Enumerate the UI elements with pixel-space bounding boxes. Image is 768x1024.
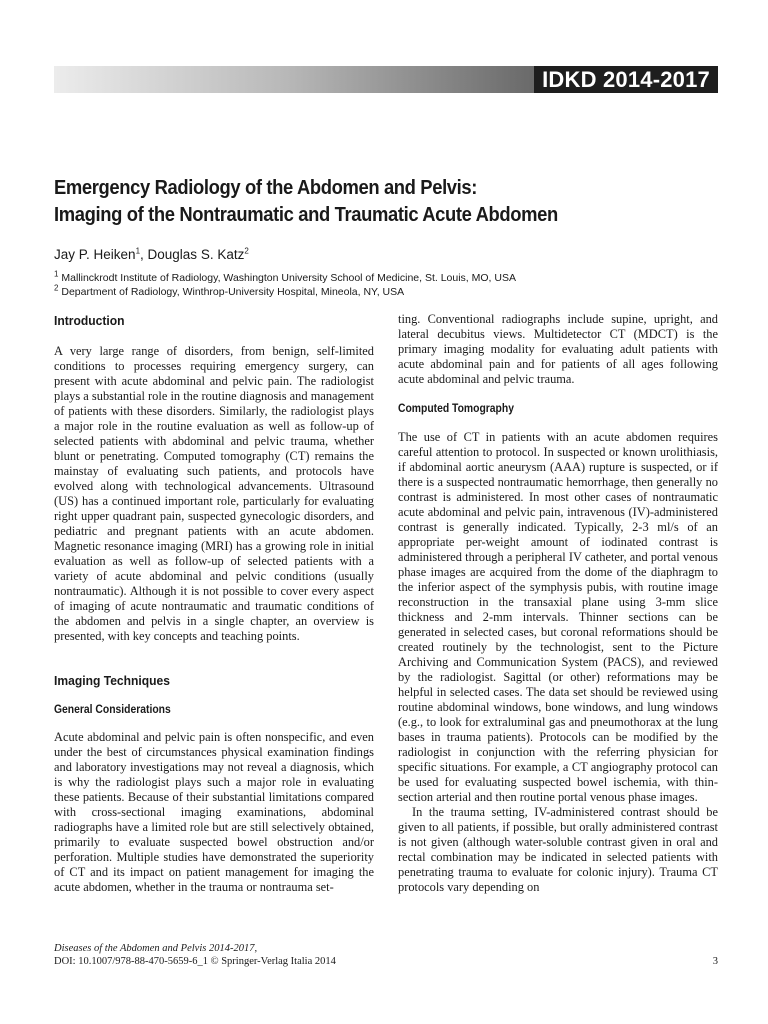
right-column (398, 312, 718, 895)
general-considerations-heading: General Considerations (54, 704, 171, 716)
author-2-sup: 2 (244, 246, 249, 256)
general-considerations-paragraph: Acute abdominal and pelvic pain is often nonspecific, and even under the best of circumstances physical examination findings and laboratory investigations may not reveal a diagnosis, which is why the radiologist plays such a major role in evaluating these patients. Because of their substantial limitations compared with cross-sectional imaging examinations, abdominal radiographs have a limited role but are still selectively obtained, primarily to evaluate suspected bowel obstruction and/or perforation. Multiple studies have demonstrated the superiority of CT and its impact on patient management for imaging the acute abdomen, whether in the trauma or nontrauma set- (54, 730, 374, 894)
page-footer (54, 942, 718, 968)
affiliation-1 (54, 271, 724, 285)
journal-citation: Diseases of the Abdomen and Pelvis 2014-2017, (54, 943, 258, 954)
author-1-sup: 1 (135, 246, 141, 256)
ct-paragraph-1: The use of CT in patients with an acute abdomen requires careful attention to protocol. In suspected or known urolithiasis, if abdominal aortic aneurysm (AAA) rupture is suspected, or if there is a suspected nontraumatic hemorrhage, then generally no contrast is administered. In most other cases of nontraumatic acute abdominal and pelvic pain, intravenous (IV)-administered contrast is generally indicated. Typically, 2-3 ml/s of an appropriate per-weight amount of iodinated contrast is administered through a peripheral IV catheter, and portal venous phase images are acquired from the dome of the diaphragm to the inferior aspect of the symphysis pubis, with routine image reconstruction in the transaxial plane using 3-mm slice thickness and 2-mm intervals. Thinner sections can be generated in selected cases, but coronal reformations should be created routinely by the technologist, sent to the Picture Archiving and Communication System (PACS), and reviewed by the radiologist. Sagittal (or other) reformations may be helpful in selected cases. The data set should be reviewed using routine abdominal windows, bone windows, and lung windows (e.g., to look for extraluminal gas and pneumothorax at the lung bases in trauma patients). Protocols can be modified by the radiologist in conjunction with the referring physician for specific situations. For example, a CT angiography protocol can be used for evaluating suspected bowel ischemia, with thin-section arterial and then routine portal venous phase images. (398, 430, 718, 804)
affiliation-2 (54, 285, 724, 299)
author-1: Jay P. Heiken (54, 247, 136, 262)
title-line-2: Imaging of the Nontraumatic and Traumatic Acute Abdomen (54, 204, 558, 226)
affiliation-2-text: Department of Radiology, Winthrop-University Hospital, Mineola, NY, USA (58, 286, 405, 298)
author-separator: , (140, 247, 148, 262)
affiliation-1-sup: 1 (54, 269, 59, 279)
header-banner (54, 66, 718, 93)
introduction-paragraph: A very large range of disorders, from benign, self-limited conditions to processes requiring emergency surgery, can present with acute abdominal and pelvic pain. The radiologist plays a substantial role in the routine diagnosis and management of patients with these disorders. Similarly, the radiologist plays a major role in the routine evaluation as well as follow-up of selected patients with abdominal and pelvic trauma, whether blunt or penetrating. Computed tomography (CT) remains the mainstay of evaluating such patients, and protocols have evolved along with technological advancements. Ultrasound (US) has a continued important role, particularly for evaluating right upper quadrant pain, suspected gynecologic disorders, and pediatric and pregnant patients with an acute abdomen. Magnetic resonance imaging (MRI) has a growing role in initial evaluation as well as follow-up of selected patients with a variety of acute abdominal and pelvic conditions (usually nontraumatic). Although it is not possible to cover every aspect of imaging of acute nontraumatic and traumatic conditions of the abdomen and pelvis in a single chapter, an overview is presented, with key concepts and teaching points. (54, 344, 374, 643)
series-label: IDKD 2014-2017 (534, 66, 718, 93)
computed-tomography-heading: Computed Tomography (398, 403, 514, 415)
doi-copyright: DOI: 10.1007/978-88-470-5659-6_1 © Springer-Verlag Italia 2014 (54, 956, 336, 967)
authors (54, 246, 249, 264)
page-number: 3 (712, 956, 718, 967)
imaging-techniques-heading: Imaging Techniques (54, 673, 170, 688)
author-2: Douglas S. Katz (147, 247, 245, 262)
affiliation-1-text: Mallinckrodt Institute of Radiology, Washington University School of Medicine, St. Louis, MO, USA (58, 272, 516, 284)
ct-paragraph-2: In the trauma setting, IV-administered contrast should be given to all patients, if possible, but orally administered contrast is not given (although water-soluble contrast given in oral and rectal combination may be indicated in selected patients with penetrating trauma to evaluate for colonic injury). Trauma CT protocols vary depending on (398, 805, 718, 894)
article-title (54, 175, 661, 229)
continuation-paragraph: ting. Conventional radiographs include supine, upright, and lateral decubitus views. Multidetector CT (MDCT) is the primary imaging modality for evaluating adult patients with acute abdominal pain and for patients of all ages following acute abdominal and pelvic trauma. (398, 312, 718, 386)
title-line-1: Emergency Radiology of the Abdomen and Pelvis: (54, 177, 478, 199)
affiliation-2-sup: 2 (54, 283, 59, 293)
left-column (54, 312, 374, 895)
affiliations (54, 271, 724, 299)
introduction-heading: Introduction (54, 313, 125, 328)
